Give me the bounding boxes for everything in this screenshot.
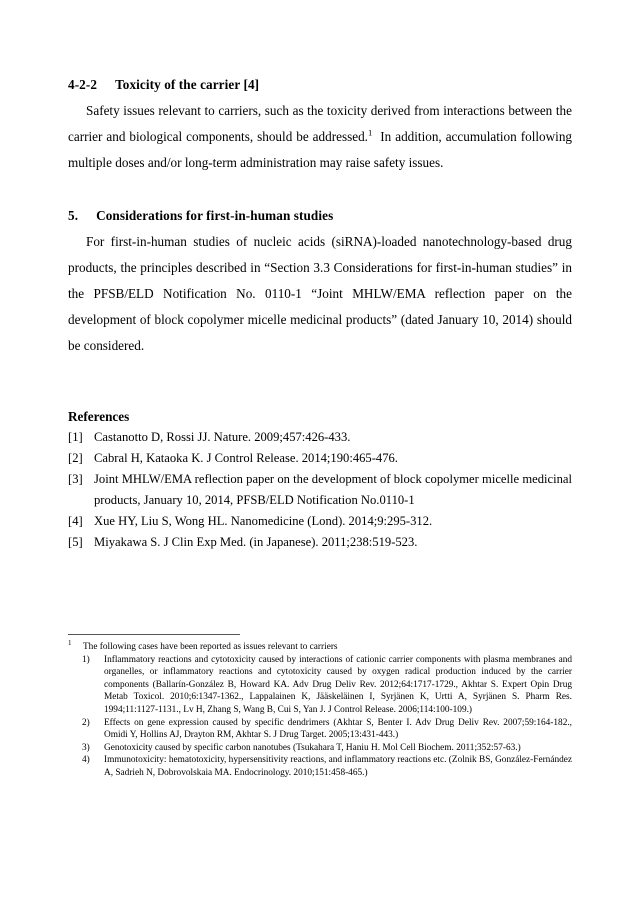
footnote-list [68,654,572,780]
footnote-list-item [68,654,572,717]
reference-item [68,469,572,511]
footnote-item-number: 4) [82,755,90,766]
section-title-5: Considerations for first-in-human studies [96,208,334,223]
page-content [68,0,572,553]
paragraph-text-part1: Safety issues relevant to carriers, such as the toxicity derived from interactions between the carrier and biological components, should be addressed. [68,103,572,144]
footnote-block [68,638,572,780]
reference-item [68,448,572,469]
footnote-marker [68,638,83,654]
references-heading: References [68,409,130,424]
reference-text: Cabral H, Kataoka K. J Control Release. 2014;190:465‐476. [94,451,398,465]
footnote-item-number: 3) [82,742,90,753]
section-number-5: 5. [68,208,79,223]
section-heading-5 [68,203,572,229]
reference-text: Xue HY, Liu S, Wong HL. Nanomedicine (Lond). 2014;9:295-312. [94,514,433,528]
reference-item [68,532,572,553]
footnote-intro [68,638,572,654]
footnote-item-number: 1) [82,654,90,665]
footnote-item-text: Inflammatory reactions and cytotoxicity caused by interactions of cationic carrier components with plasma membranes and organelles, or inflammatory reactions and cytotoxicity caused by oxygen radical production induced by the carrier components (Ballarín-González B, Howard KA. Adv Drug Deliv Rev. 2012;64:1717-1729., Akhtar S. Expert Opin Drug Metab Toxicol. 2010;6:1347-1362., Lappalainen K, Jääskeläinen I, Syrjänen K, Urtti A, Syrjänen S. Pharm Res. 1994;11:1127-1131., Lv H, Zhang S, Wang B, Cui S, Yan J. J Control Release. 2006;114:100-109.) [104,654,572,715]
footnote-list-item [68,742,572,755]
reference-text: Miyakawa S. J Clin Exp Med. (in Japanese). 2011;238:519-523. [94,535,418,549]
reference-tag: [5] [68,535,83,549]
reference-tag: [2] [68,451,83,465]
paragraph-first-in-human: For first-in-human studies of nucleic acids (siRNA)-loaded nanotechnology-based drug products, the principles described in “Section 3.3 Considerations for first-in-human studies” in the PFSB/ELD Notification No. 0110-1 “Joint MHLW/EMA reflection paper on the development of block copolymer micelle medicinal products” (dated January 10, 2014) should be considered. [68,234,572,353]
footnote-marker-number: 1 [68,638,72,647]
reference-tag: [1] [68,430,83,444]
footnote-intro-text: The following cases have been reported as issues relevant to carriers [83,642,338,652]
footnote-separator-rule [68,634,240,635]
reference-tag: [3] [68,472,83,486]
paragraph-toxicity-carrier [68,98,572,176]
footnote-list-item [68,717,572,742]
section-heading-4-2-2 [68,72,572,98]
paragraph-text-part2: In addition, accumulation following multiple doses and/or long-term administration may raise safety issues. [68,129,573,170]
reference-text: Castanotto D, Rossi JJ. Nature. 2009;457:426-433. [94,430,351,444]
reference-text: Joint MHLW/EMA reflection paper on the development of block copolymer micelle medicinal products, January 10, 2014, PFSB/ELD Notification No.0110-1 [94,472,572,507]
footnote-item-text: Immunotoxicity: hematotoxicity, hypersensitivity reactions, and inflammatory reactions etc. (Zolnik BS, González-Fernández A, Sadrieh N, Dobrovolskaia MA. Endocrinology. 2010;151:458-465.) [104,755,572,778]
reference-item [68,427,572,448]
section-number: 4-2-2 [68,77,98,92]
footnote-item-text: Effects on gene expression caused by specific dendrimers (Akhtar S, Benter I. Adv Drug Deliv Rev. 2007;59:164-182., Omidi Y, Hollins AJ, Drayton RM, Akhtar S. J Drug Target. 2005;13:431-443.) [104,717,572,741]
footnote-list-item [68,754,572,779]
footnote-reference-marker: 1 [367,127,373,138]
section-title: Toxicity of the carrier [4] [115,77,260,92]
reference-item [68,511,572,532]
footnote-item-number: 2) [82,717,90,728]
footnote-item-text: Genotoxicity caused by specific carbon nanotubes (Tsukahara T, Haniu H. Mol Cell Biochem. 2011;352:57-63.) [104,742,521,753]
reference-tag: [4] [68,514,83,528]
